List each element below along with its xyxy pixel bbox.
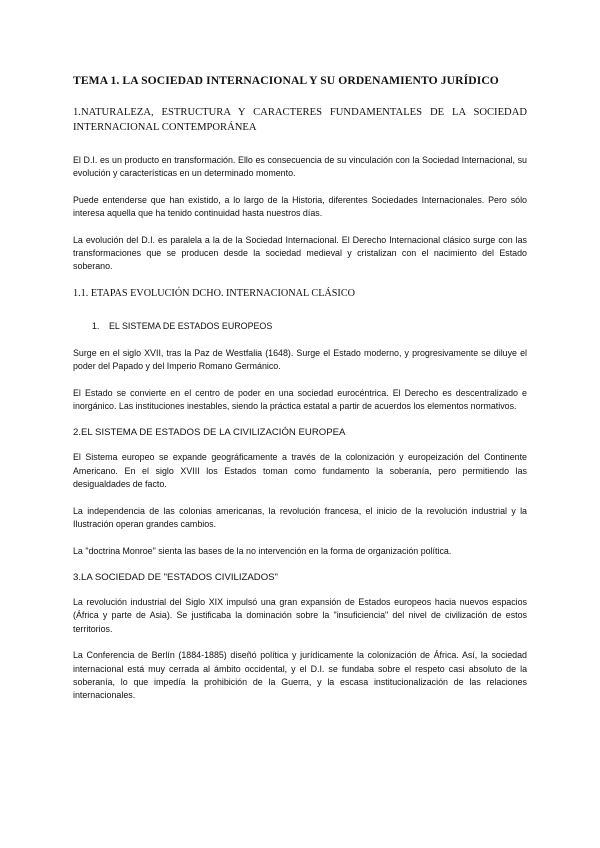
paragraph: El Estado se convierte en el centro de poder en una sociedad eurocéntrica. El Derecho es descentralizado e inorgánico. Las instituciones inestables, siendo la práctica estatal a partir de acuerdos los elementos normativos. bbox=[73, 387, 527, 412]
section-heading-naturaleza: 1.NATURALEZA, ESTRUCTURA Y CARACTERES FUNDAMENTALES DE LA SOCIEDAD INTERNACIONAL CONTEMPORÁNEA bbox=[73, 107, 527, 133]
numbered-heading bbox=[92, 320, 527, 333]
document-title: TEMA 1. LA SOCIEDAD INTERNACIONAL Y SU ORDENAMIENTO JURÍDICO bbox=[73, 74, 499, 87]
list-heading-text: EL SISTEMA DE ESTADOS EUROPEOS bbox=[109, 320, 273, 331]
paragraph: La "doctrina Monroe" sienta las bases de la no intervención en la forma de organización política. bbox=[73, 545, 452, 556]
list-number: 1. bbox=[92, 320, 100, 331]
paragraph: La Conferencia de Berlín (1884-1885) diseñó política y jurídicamente la colonización de África. Así, la sociedad internacional está muy cerrada al ámbito occidental, y el D.I. se fundaba sobre el respeto casi absoluto de la soberanía, lo que impedía la prohibición de la Guerra, y la escasa institucionalización de las relaciones internacionales. bbox=[73, 650, 527, 701]
paragraph: La revolución industrial del Siglo XIX impulsó una gran expansión de Estados europeos hacia nuevos espacios (África y parte de Asia). Se justificaba la dominación sobre la "insuficiencia" del nivel de civilización de estos territorios. bbox=[73, 596, 527, 634]
paragraph: Surge en el siglo XVII, tras la Paz de Westfalia (1648). Surge el Estado moderno, y progresivamente se diluye el poder del Papado y del Imperio Romano Germánico. bbox=[73, 347, 527, 372]
section-heading-civilizacion-europea: 2.EL SISTEMA DE ESTADOS DE LA CIVILIZACIÓN EUROPEA bbox=[73, 427, 346, 439]
paragraph: La evolución del D.I. es paralela a la de la Sociedad Internacional. El Derecho Internacional clásico surge con las transformaciones que se producen desde la sociedad medieval y cristalizan con el nacimiento del Estado soberano. bbox=[73, 234, 527, 272]
paragraph: El D.I. es un producto en transformación. Ello es consecuencia de su vinculación con la Sociedad Internacional, su evolución y características en un determinado momento. bbox=[73, 155, 527, 179]
paragraph: Puede entenderse que han existido, a lo largo de la Historia, diferentes Sociedades Internacionales. Pero sólo interesa aquella que ha tenido continuidad hasta nuestros días. bbox=[73, 194, 527, 219]
subsection-heading-etapas: 1.1. ETAPAS EVOLUCIÓN DCHO. INTERNACIONAL CLÁSICO bbox=[73, 287, 355, 299]
paragraph: El Sistema europeo se expande geográficamente a través de la colonización y europeización del Continente Americano. En el siglo XVIII los Estados toman como fundamento la soberanía, pero permitiendo las desigualdades de facto. bbox=[73, 452, 527, 490]
section-heading-estados-civilizados: 3.LA SOCIEDAD DE "ESTADOS CIVILIZADOS" bbox=[73, 571, 278, 583]
paragraph: La independencia de las colonias americanas, la revolución francesa, el inicio de la revolución industrial y la Ilustración operan grandes cambios. bbox=[73, 505, 527, 530]
